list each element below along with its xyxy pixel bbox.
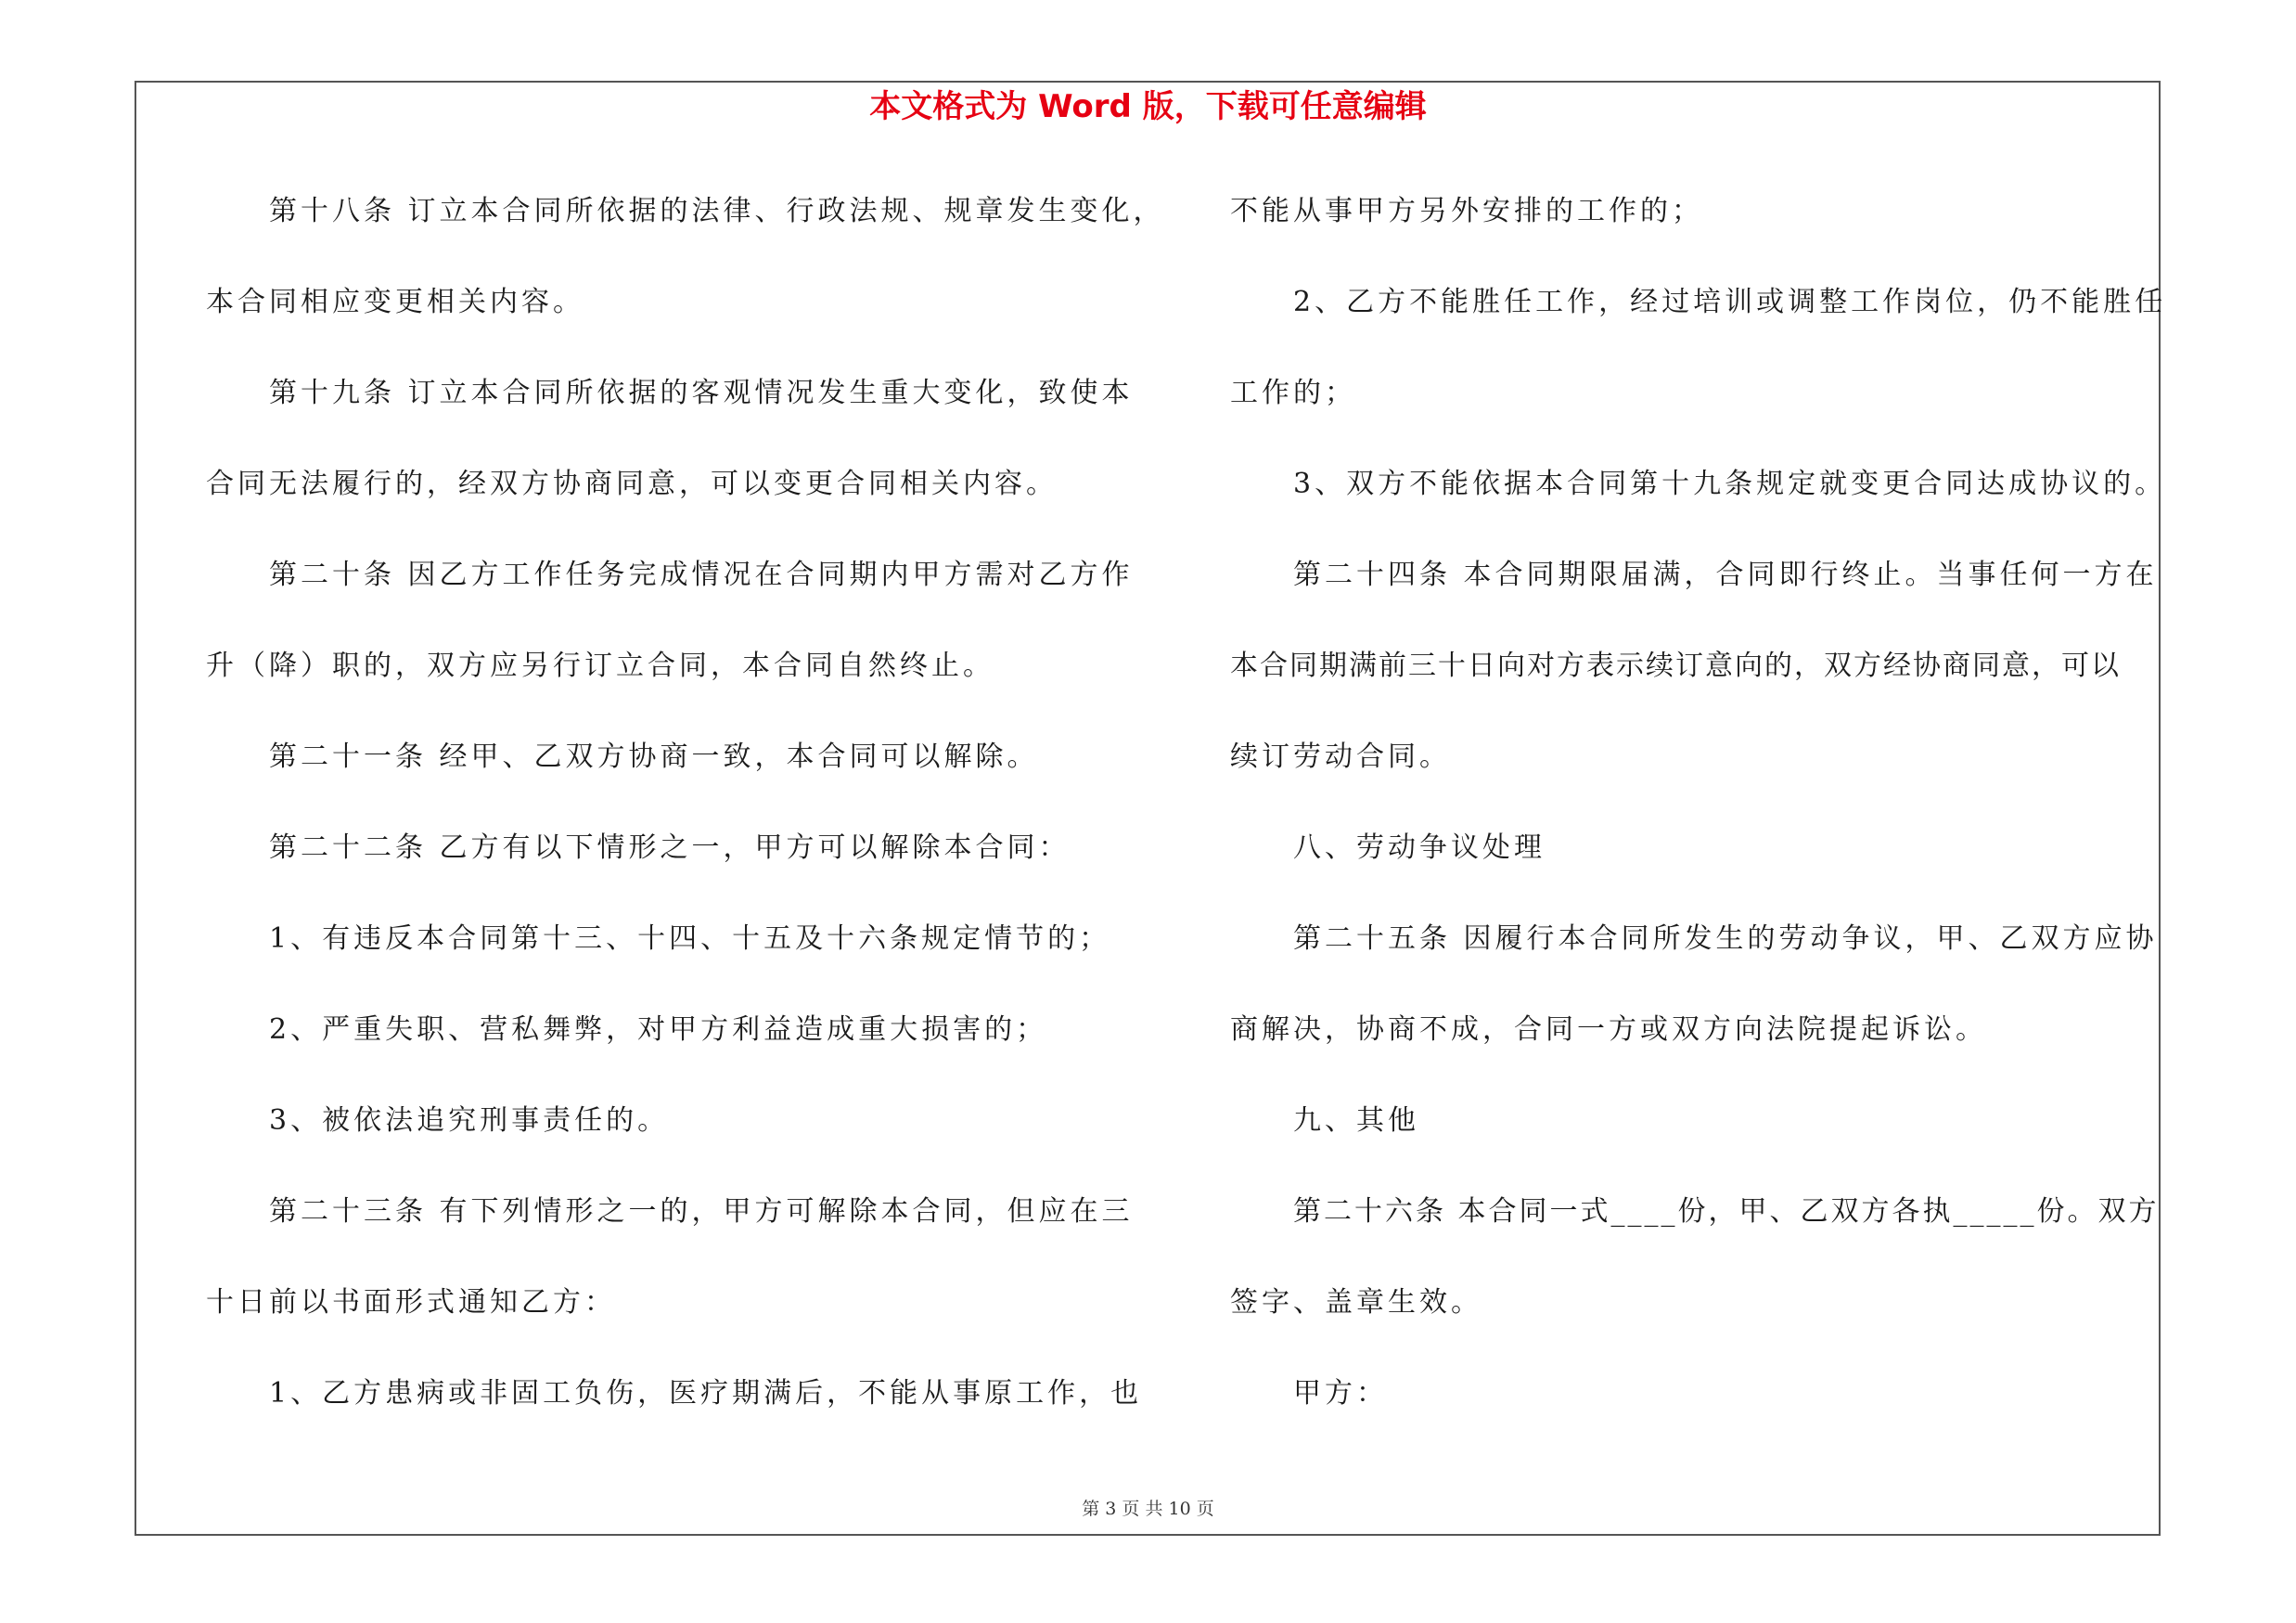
text-line: 签字、盖章生效。 bbox=[1230, 1286, 1482, 1319]
text-line: 第二十二条 乙方有以下情形之一，甲方可以解除本合同： bbox=[269, 831, 1071, 864]
text-line: 合同无法履行的，经双方协商同意，可以变更合同相关内容。 bbox=[206, 468, 1058, 500]
format-notice-banner: 本文格式为 Word 版，下载可任意编辑 bbox=[869, 88, 1427, 125]
text-line: 第二十四条 本合同期限届满，合同即行终止。当事任何一方在 bbox=[1293, 559, 2158, 591]
section-heading: 八、劳动争议处理 bbox=[1293, 831, 1546, 864]
text-line: 商解决，协商不成，合同一方或双方向法院提起诉讼。 bbox=[1230, 1013, 1987, 1046]
text-line: 第二十五条 因履行本合同所发生的劳动争议，甲、乙双方应协 bbox=[1293, 922, 2158, 955]
page-number: 第 3 页 共 10 页 bbox=[1082, 1499, 1214, 1519]
text-line: 第二十三条 有下列情形之一的，甲方可解除本合同，但应在三 bbox=[269, 1195, 1134, 1228]
text-line: 本合同相应变更相关内容。 bbox=[206, 286, 584, 318]
text-line: 升（降）职的，双方应另行订立合同，本合同自然终止。 bbox=[206, 650, 994, 682]
text-line: 本合同期满前三十日向对方表示续订意向的，双方经协商同意，可以 bbox=[1230, 650, 2121, 682]
text-line: 工作的； bbox=[1230, 377, 1356, 409]
text-line: 续订劳动合同。 bbox=[1230, 741, 1451, 773]
text-line: 十日前以书面形式通知乙方： bbox=[206, 1286, 616, 1319]
text-line: 1、有违反本合同第十三、十四、十五及十六条规定情节的； bbox=[269, 922, 1111, 955]
text-line: 第十八条 订立本合同所依据的法律、行政法规、规章发生变化， bbox=[269, 195, 1165, 227]
text-line: 3、双方不能依据本合同第十九条规定就变更合同达成协议的。 bbox=[1293, 468, 2167, 500]
text-line: 1、乙方患病或非固工负伤，医疗期满后，不能从事原工作，也 bbox=[269, 1377, 1143, 1410]
text-line: 第二十条 因乙方工作任务完成情况在合同期内甲方需对乙方作 bbox=[269, 559, 1134, 591]
section-heading: 九、其他 bbox=[1293, 1104, 1419, 1137]
text-line: 3、被依法追究刑事责任的。 bbox=[269, 1104, 670, 1137]
text-line: 2、严重失职、营私舞弊，对甲方利益造成重大损害的； bbox=[269, 1013, 1048, 1046]
signature-label-party-a: 甲方： bbox=[1293, 1377, 1388, 1410]
text-line: 2、乙方不能胜任工作，经过培训或调整工作岗位，仍不能胜任 bbox=[1293, 286, 2167, 318]
text-line: 第二十六条 本合同一式____份，甲、乙双方各执_____份。双方 bbox=[1293, 1195, 2160, 1228]
text-line: 第二十一条 经甲、乙双方协商一致，本合同可以解除。 bbox=[269, 741, 1039, 773]
text-line: 第十九条 订立本合同所依据的客观情况发生重大变化，致使本 bbox=[269, 377, 1134, 409]
text-line: 不能从事甲方另外安排的工作的； bbox=[1230, 195, 1703, 227]
